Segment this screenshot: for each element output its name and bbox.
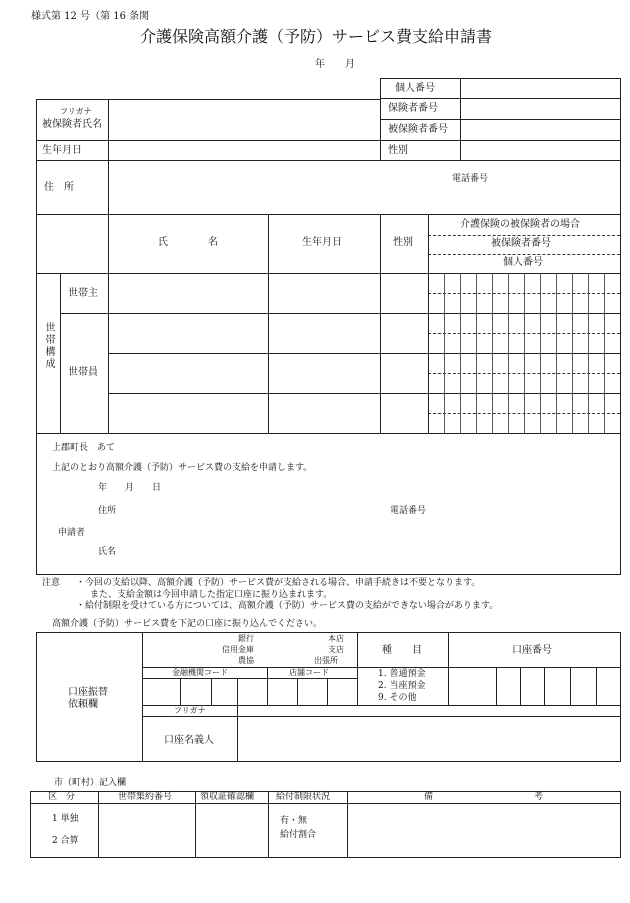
branch-type-main: 本店 bbox=[328, 634, 344, 643]
branch-type-office: 出張所 bbox=[314, 656, 338, 665]
notes-line-1: ・今回の支給以降、高額介護（予防）サービス費が支給される場合、申請手続きは不要となります。 bbox=[76, 578, 481, 588]
notes-line-2: また、支給金額は今回申請した指定口座に振り込まれます。 bbox=[90, 590, 333, 600]
city-col-remarks-1: 備 bbox=[424, 792, 434, 802]
address-label: 住 所 bbox=[44, 182, 74, 193]
account-type-option-1: 1. 普通預金 bbox=[378, 669, 426, 679]
addressee: 上郡町長 あて bbox=[52, 443, 116, 453]
account-number-label: 口座番号 bbox=[512, 645, 552, 656]
account-type-option-3: 9. その他 bbox=[378, 693, 417, 703]
bank-section-label-2: 依頼欄 bbox=[68, 699, 98, 710]
furigana-label: フリガナ bbox=[60, 107, 92, 116]
application-date: 年 月 日 bbox=[98, 483, 162, 493]
applicant-address-label: 住所 bbox=[98, 506, 117, 516]
notes-label: 注意 bbox=[42, 578, 61, 588]
city-restriction-yes-no: 有・無 bbox=[280, 816, 308, 826]
personal-number-label: 個人番号 bbox=[395, 83, 435, 94]
city-section-title: 市（町村）記入欄 bbox=[54, 778, 127, 788]
form-title: 介護保険高額介護（予防）サービス費支給申請書 bbox=[140, 27, 493, 46]
applicant-phone-label: 電話番号 bbox=[390, 506, 427, 516]
insured-name-label: 被保険者氏名 bbox=[42, 119, 102, 130]
form-number: 様式第 12 号（第 16 条関 bbox=[31, 11, 150, 22]
applicant-name-label: 氏名 bbox=[98, 547, 117, 557]
city-option-combined: 2 合算 bbox=[52, 836, 79, 846]
account-type-label: 種 目 bbox=[382, 645, 422, 656]
bank-type-bank: 銀行 bbox=[238, 634, 254, 643]
household-member-label: 世帯員 bbox=[68, 367, 98, 378]
insured-number-label: 被保険者番号 bbox=[388, 124, 448, 135]
city-col-receipt: 領収証確認欄 bbox=[200, 792, 255, 802]
city-col-category: 区 分 bbox=[48, 792, 76, 802]
city-col-restriction: 給付制限状況 bbox=[276, 792, 331, 802]
household-sex-header: 性別 bbox=[393, 237, 413, 248]
household-section-label: 世帯構成 bbox=[43, 322, 54, 370]
insured-case-header: 介護保険の被保険者の場合 bbox=[460, 219, 580, 230]
city-benefit-ratio: 給付割合 bbox=[280, 830, 317, 840]
city-col-remarks-2: 考 bbox=[534, 792, 544, 802]
application-statement: 上記のとおり高額介護（予防）サービス費の支給を申請します。 bbox=[52, 463, 313, 473]
bank-section-label-1: 口座振替 bbox=[68, 687, 108, 698]
birth-date-label: 生年月日 bbox=[42, 145, 82, 156]
bank-type-credit: 信用金庫 bbox=[222, 645, 254, 654]
city-col-household-no: 世帯集約番号 bbox=[118, 792, 173, 802]
insurer-number-label: 保険者番号 bbox=[388, 103, 438, 114]
branch-type-branch: 支店 bbox=[328, 645, 344, 654]
notes-line-3: ・給付制限を受けている方については、高額介護（予防）サービス費の支給ができない場合があります。 bbox=[76, 601, 499, 611]
account-holder-label: 口座名義人 bbox=[164, 735, 214, 746]
household-name-header: 氏 名 bbox=[158, 237, 218, 248]
household-head-label: 世帯主 bbox=[68, 288, 98, 299]
household-personal-no-header: 個人番号 bbox=[503, 257, 543, 268]
phone-label: 電話番号 bbox=[452, 174, 489, 184]
applicant-label: 申請者 bbox=[58, 528, 86, 538]
branch-code-label: 店舗コード bbox=[289, 668, 329, 677]
bank-intro: 高額介護（予防）サービス費を下記の口座に振り込んでください。 bbox=[52, 619, 323, 629]
date-line: 年 月 bbox=[315, 59, 355, 70]
bank-type-agri: 農協 bbox=[238, 656, 254, 665]
city-option-single: 1 単独 bbox=[52, 814, 79, 824]
sex-label: 性別 bbox=[388, 145, 408, 156]
institution-code-label: 金融機関コード bbox=[172, 668, 228, 677]
holder-furigana-label: フリガナ bbox=[174, 706, 206, 715]
household-birth-header: 生年月日 bbox=[302, 237, 342, 248]
account-type-option-2: 2. 当座預金 bbox=[378, 681, 426, 691]
household-insured-no-header: 被保険者番号 bbox=[491, 238, 551, 249]
